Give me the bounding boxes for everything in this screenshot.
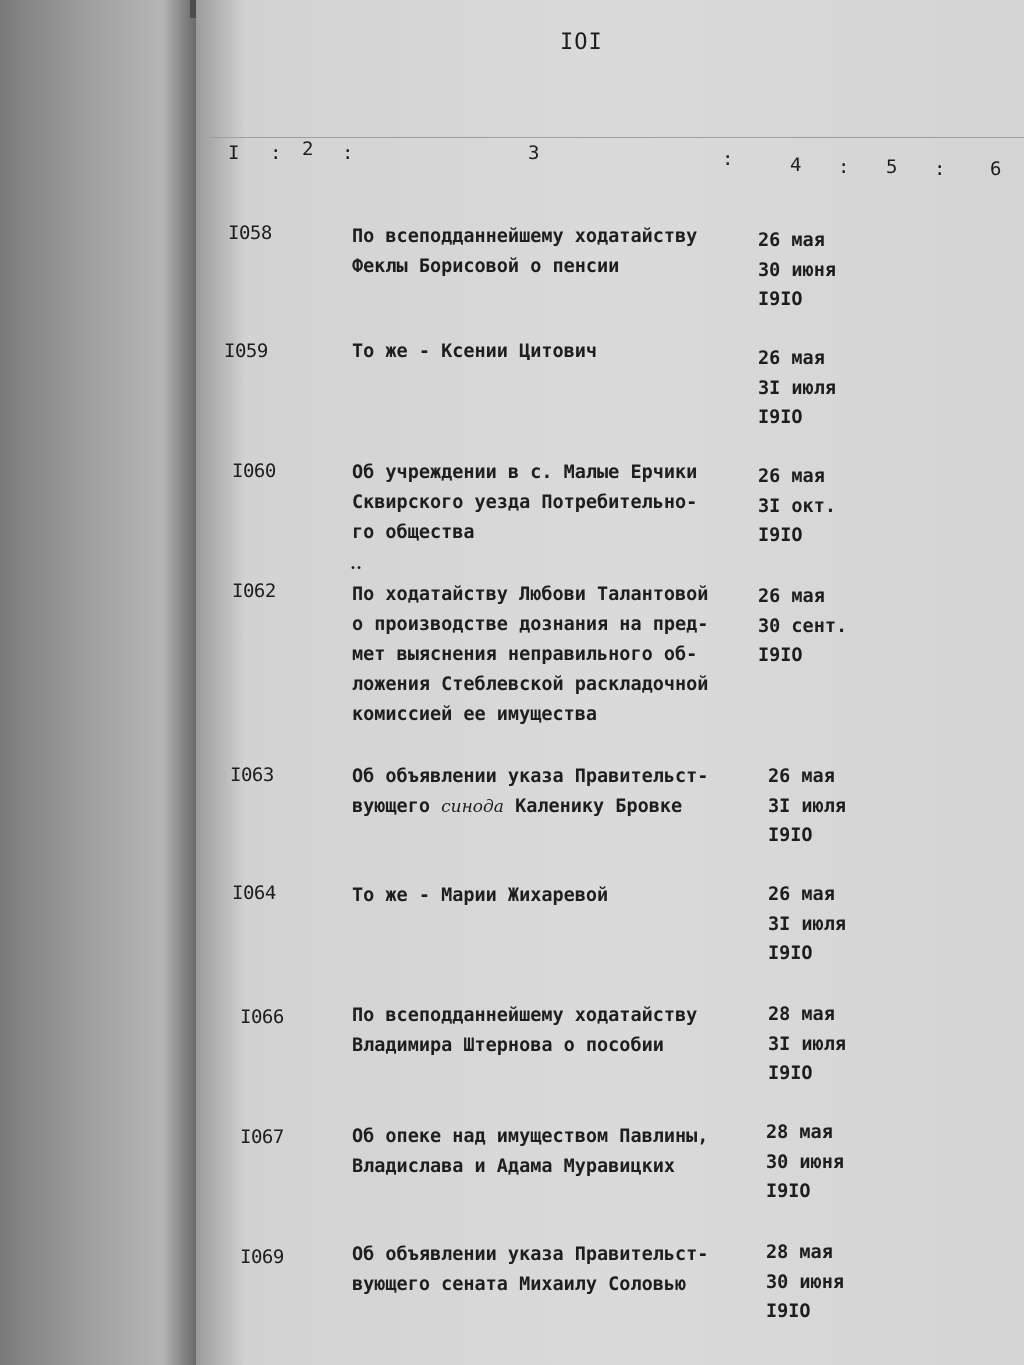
entry-description: [352, 1001, 697, 1061]
entry-number: I058: [228, 222, 272, 244]
entry-dates: [758, 344, 836, 433]
date-year: I9IO: [766, 1181, 811, 1202]
page-number: IOI: [560, 30, 603, 55]
handwritten-correction: синода: [441, 797, 504, 817]
description-line: То же - Марии Жихаревой: [352, 885, 609, 906]
column-separator: :: [838, 156, 850, 178]
entry-description: [352, 762, 708, 822]
date-end: 3I июля: [758, 377, 836, 399]
entry-dates: [768, 1000, 846, 1089]
description-line: Об опеке над имуществом Павлины,: [352, 1126, 709, 1147]
description-line: Об объявлении указа Правительст-: [352, 1244, 709, 1265]
entry-dates: [758, 582, 847, 671]
date-year: I9IO: [768, 1063, 813, 1084]
entry-number: I067: [240, 1126, 284, 1148]
date-end: 30 сент.: [758, 615, 848, 637]
description-line: Феклы Борисовой о пенсии: [352, 256, 620, 277]
date-end: 3I июля: [768, 913, 846, 935]
date-start: 28 мая: [766, 1122, 833, 1143]
description-line: Об объявлении указа Правительст-: [352, 766, 709, 787]
description-line: о производстве дознания на пред-: [352, 614, 709, 635]
date-year: I9IO: [758, 407, 803, 428]
date-end: 3I июля: [768, 795, 846, 817]
description-line: Владислава и Адама Муравицких: [352, 1156, 676, 1177]
column-separator: :: [342, 142, 354, 164]
column-header-5: 5: [886, 156, 898, 178]
description-line: го общества: [352, 522, 475, 543]
entry-dates: [758, 462, 836, 551]
date-start: 26 мая: [758, 466, 825, 487]
column-header-4: 4: [790, 154, 802, 176]
date-start: 26 мая: [758, 348, 825, 369]
description-line: По ходатайству Любови Талантовой: [352, 584, 709, 605]
column-header-1: I: [228, 142, 240, 164]
entry-number: I059: [224, 340, 268, 362]
header-rule: [210, 137, 1024, 138]
entry-description: [352, 337, 597, 367]
description-line: мет выяснения неправильного об-: [352, 644, 698, 665]
entry-description: [352, 580, 708, 730]
entry-number: I060: [232, 460, 276, 482]
entry-description: [352, 1240, 708, 1300]
handwritten-marks: ••: [350, 563, 363, 574]
entry-number: I062: [232, 580, 276, 602]
date-year: I9IO: [768, 825, 813, 846]
date-end: 30 июня: [766, 1271, 844, 1293]
description-line: Сквирского уезда Потребительно-: [352, 492, 698, 513]
date-year: I9IO: [766, 1301, 811, 1322]
entry-number: I069: [240, 1246, 284, 1268]
column-header-3: 3: [528, 142, 540, 164]
entry-dates: [768, 880, 846, 969]
entry-description: [352, 1122, 708, 1182]
entry-description: [352, 222, 697, 282]
date-year: I9IO: [758, 289, 803, 310]
entry-dates: [768, 762, 846, 851]
column-header-2: 2: [302, 138, 314, 160]
date-year: I9IO: [768, 943, 813, 964]
column-separator: :: [270, 142, 282, 164]
description-line: комиссией ее имущества: [352, 704, 598, 725]
date-year: I9IO: [758, 525, 803, 546]
entry-dates: [766, 1238, 844, 1327]
date-start: 26 мая: [768, 766, 835, 787]
description-line: Владимира Штернова о пособии: [352, 1035, 664, 1056]
entry-number: I063: [230, 764, 274, 786]
column-separator: :: [722, 148, 734, 170]
entry-number: I066: [240, 1006, 284, 1028]
description-line: ложения Стеблевской раскладочной: [352, 674, 709, 695]
date-start: 26 мая: [758, 230, 825, 251]
description-line: То же - Ксении Цитович: [352, 341, 598, 362]
description-line: [352, 792, 708, 822]
entry-dates: [758, 226, 836, 315]
column-separator: :: [934, 158, 946, 180]
date-end: 3I июля: [768, 1033, 846, 1055]
description-line: По всеподданнейшему ходатайству: [352, 226, 698, 247]
date-end: 30 июня: [758, 259, 836, 281]
entry-number: I064: [232, 882, 276, 904]
date-start: 26 мая: [768, 884, 835, 905]
description-line: По всеподданнейшему ходатайству: [352, 1005, 698, 1026]
date-end: 3I окт.: [758, 495, 836, 517]
description-line: вующего сената Михаилу Соловью: [352, 1274, 687, 1295]
date-end: 30 июня: [766, 1151, 844, 1173]
entry-dates: [766, 1118, 844, 1207]
description-text: вующего: [352, 796, 430, 817]
column-header-6: 6: [990, 158, 1002, 180]
entry-description: [352, 458, 697, 548]
date-year: I9IO: [758, 645, 803, 666]
description-line: Об учреждении в с. Малые Ерчики: [352, 462, 698, 483]
date-start: 28 мая: [768, 1004, 835, 1025]
entry-description: [352, 881, 608, 911]
date-start: 28 мая: [766, 1242, 833, 1263]
description-text: Каленику Бровке: [515, 796, 683, 817]
date-start: 26 мая: [758, 586, 825, 607]
